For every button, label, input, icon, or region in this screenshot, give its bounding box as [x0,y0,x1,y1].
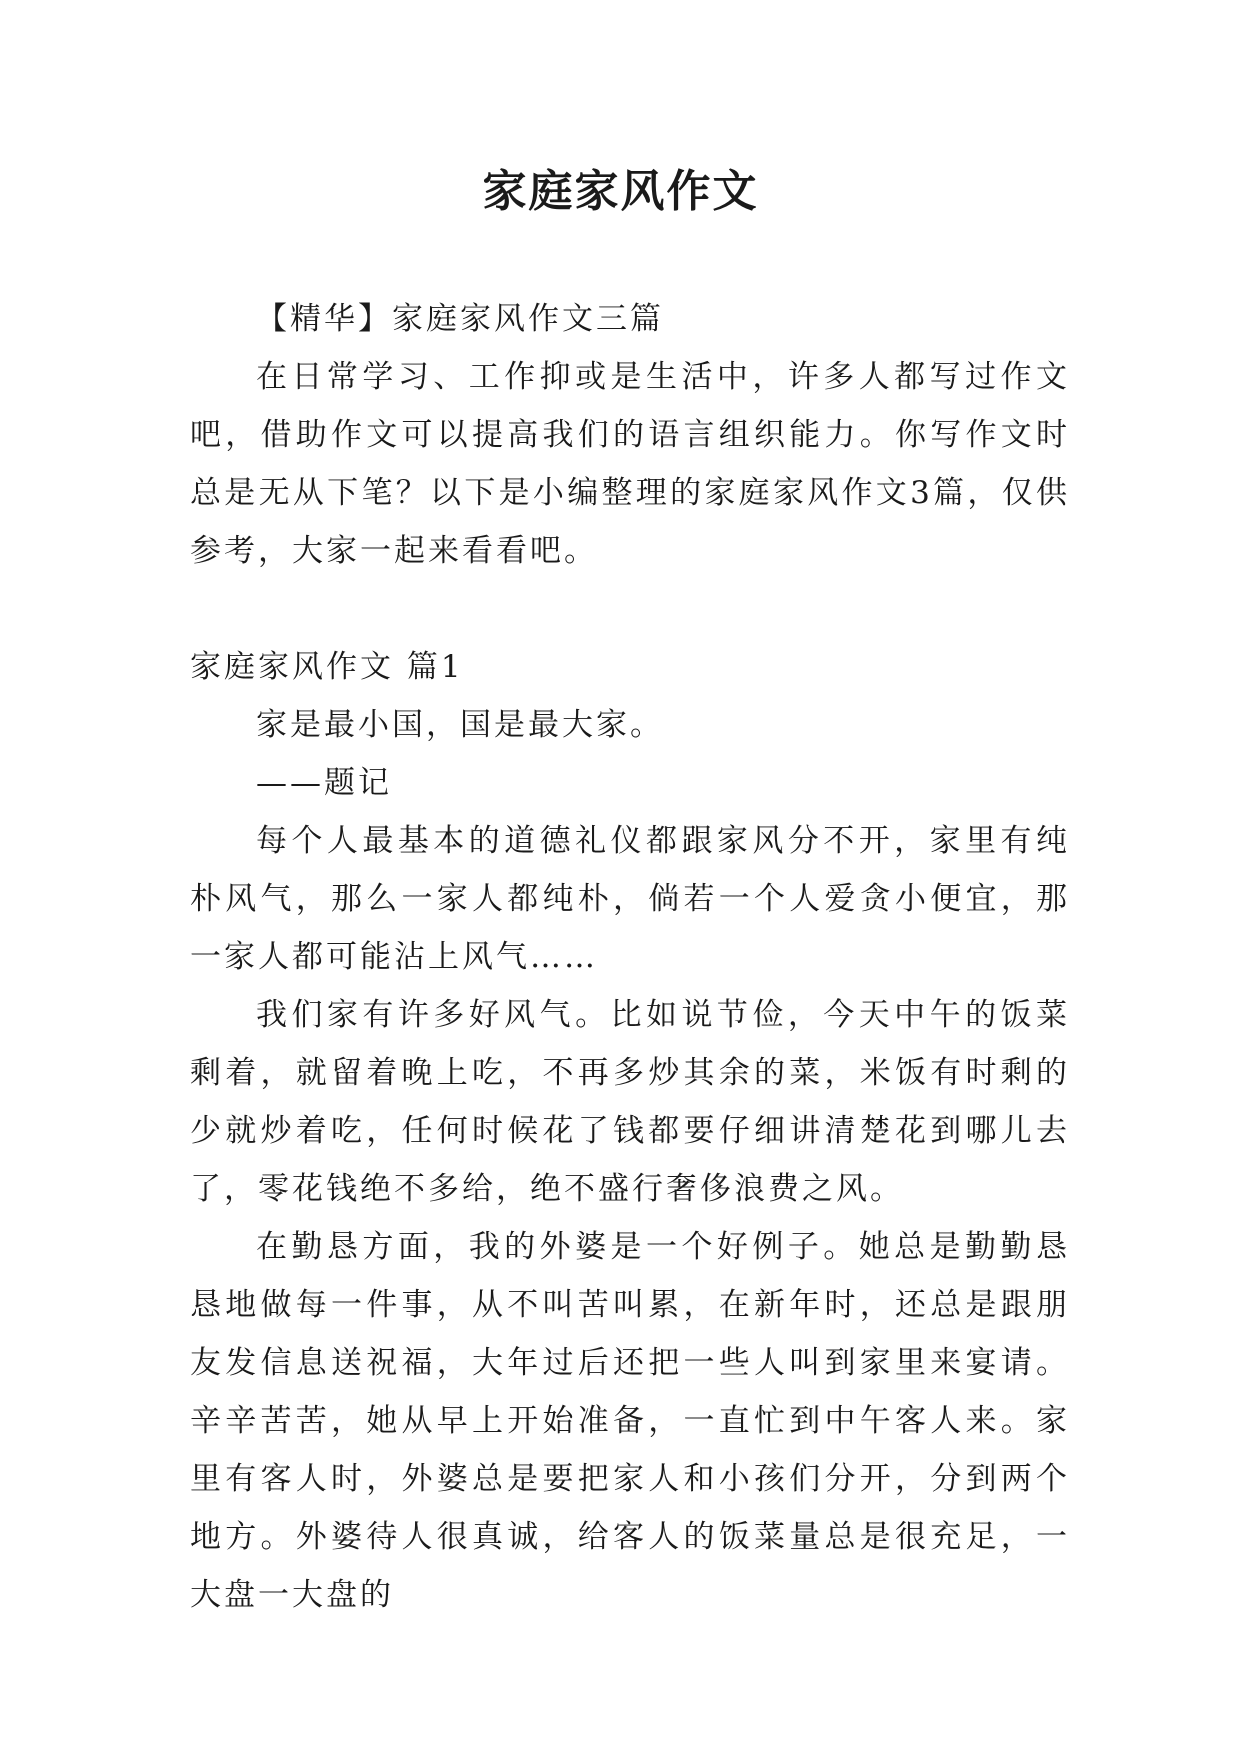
section-heading: 家庭家风作文 篇1 [190,649,464,685]
paragraph-body: 每个人最基本的道德礼仪都跟家风分不开，家里有纯朴风气，那么一家人都纯朴，倘若一个人爱贪小便宜，那一家人都可能沾上风气…… [190,823,1070,975]
paragraph-body: 在勤恳方面，我的外婆是一个好例子。她总是勤勤恳恳地做每一件事，从不叫苦叫累，在新年时，还总是跟朋友发信息送祝福，大年过后还把一些人叫到家里来宴请。辛辛苦苦，她从早上开始准备，一直忙到中午客人来。家里有客人时，外婆总是要把家人和小孩们分开，分到两个地方。外婆待人很真诚，给客人的饭菜量总是很充足，一大盘一大盘的 [190,1229,1070,1613]
document-body [190,290,1070,1624]
document-title: 家庭家风作文 [482,166,759,217]
paragraph-epigraph: 家是最小国，国是最大家。 [256,707,664,743]
intro-paragraph: 在日常学习、工作抑或是生活中，许多人都写过作文吧，借助作文可以提高我们的语言组织能力。你写作文时总是无从下笔？以下是小编整理的家庭家风作文3篇，仅供参考，大家一起来看看吧。 [190,359,1070,569]
paragraph-epigraph-note: ——题记 [256,765,392,801]
document-subtitle: 【精华】家庭家风作文三篇 [256,301,664,337]
paragraph-body: 我们家有许多好风气。比如说节俭，今天中午的饭菜剩着，就留着晚上吃，不再多炒其余的菜，米饭有时剩的少就炒着吃，任何时候花了钱都要仔细讲清楚花到哪儿去了，零花钱绝不多给，绝不盛行奢侈浪费之风。 [190,997,1070,1207]
